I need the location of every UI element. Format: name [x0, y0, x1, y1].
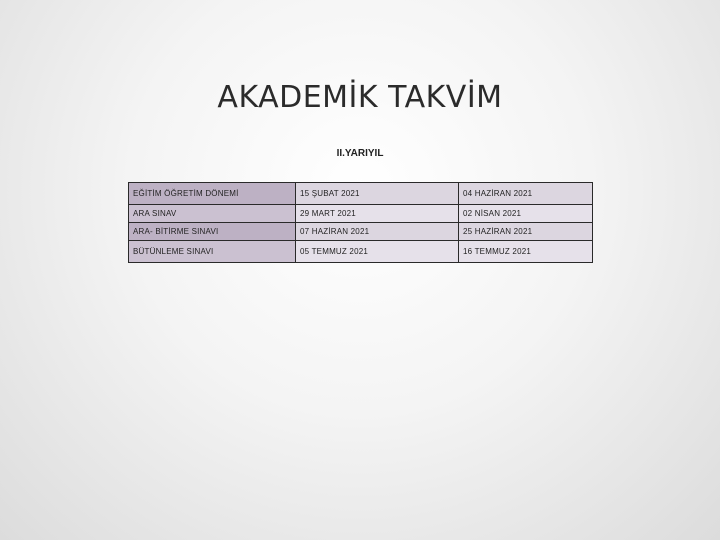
start-date-cell: 29 MART 2021	[296, 205, 459, 223]
start-date-cell: 05 TEMMUZ 2021	[296, 241, 459, 263]
start-date-cell: 07 HAZİRAN 2021	[296, 223, 459, 241]
semester-subtitle: II.YARIYIL	[336, 148, 384, 159]
end-date-cell: 02 NİSAN 2021	[459, 205, 593, 223]
page-title: AKADEMİK TAKVİM	[217, 80, 503, 115]
event-name-cell: BÜTÜNLEME SINAVI	[129, 241, 296, 263]
end-date-cell: 04 HAZİRAN 2021	[459, 183, 593, 205]
table-row	[129, 223, 593, 241]
event-name-cell: ARA- BİTİRME SINAVI	[129, 223, 296, 241]
end-date-cell: 25 HAZİRAN 2021	[459, 223, 593, 241]
event-name-cell: EĞİTİM ÖĞRETİM DÖNEMİ	[129, 183, 296, 205]
end-date-cell: 16 TEMMUZ 2021	[459, 241, 593, 263]
table-row	[129, 205, 593, 223]
academic-calendar-table	[128, 182, 593, 263]
event-name-cell: ARA SINAV	[129, 205, 296, 223]
table-row	[129, 241, 593, 263]
start-date-cell: 15 ŞUBAT 2021	[296, 183, 459, 205]
table-row	[129, 183, 593, 205]
